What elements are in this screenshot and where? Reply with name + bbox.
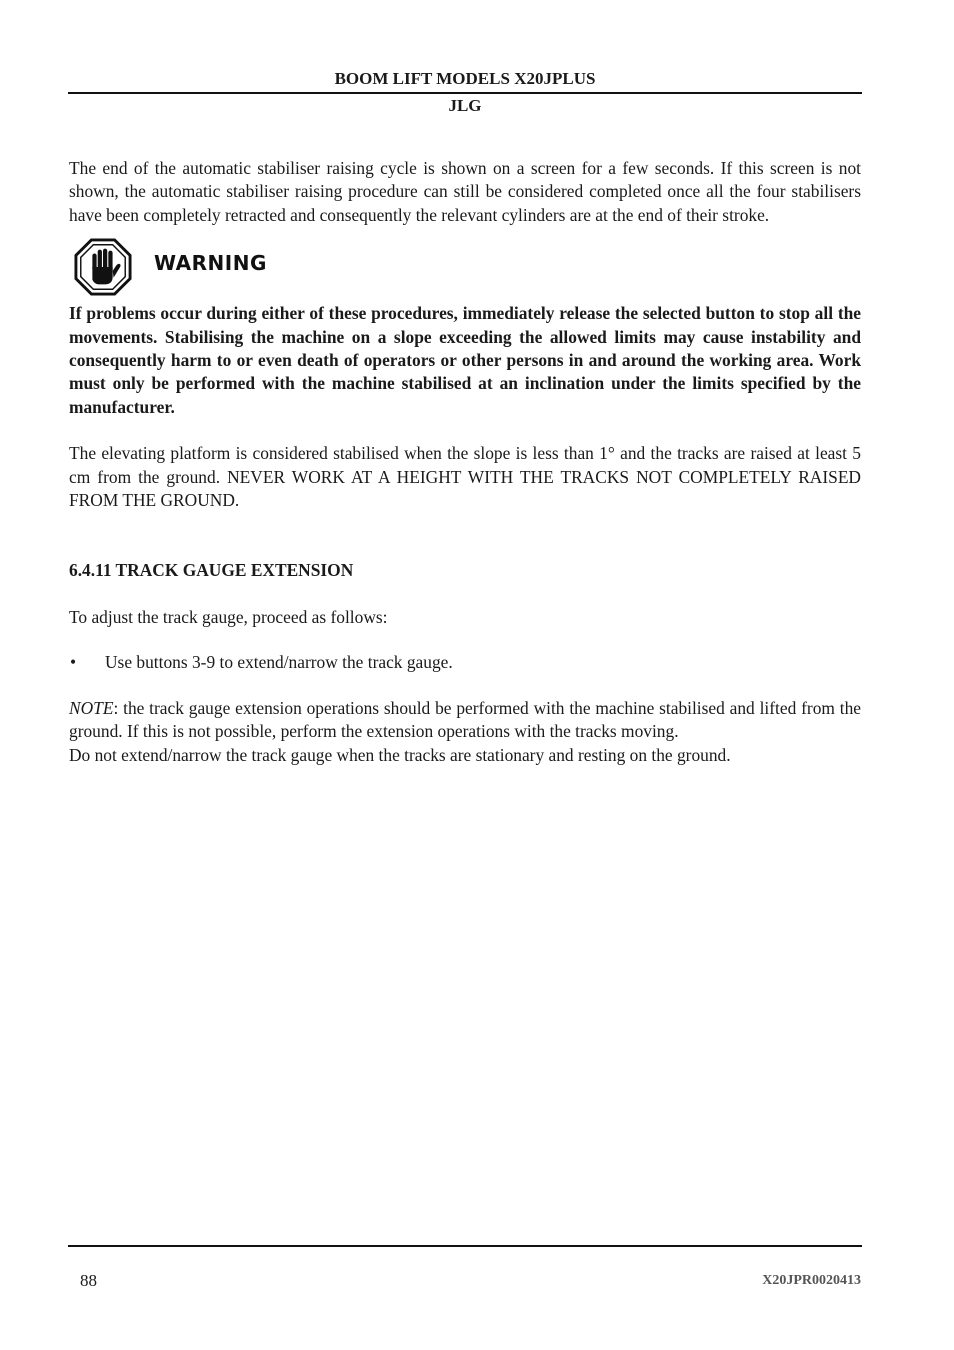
header-title: BOOM LIFT MODELS X20JPLUS bbox=[334, 69, 596, 88]
section-intro: To adjust the track gauge, proceed as follows: bbox=[69, 606, 388, 627]
page-number: 88 bbox=[80, 1271, 97, 1290]
stop-hand-icon bbox=[74, 238, 132, 296]
document-code: X20JPR0020413 bbox=[762, 1273, 861, 1288]
header-brand: JLG bbox=[448, 96, 482, 115]
intro-paragraph: The end of the automatic stabiliser raising cycle is shown on a screen for a few seconds. If this screen is not shown, the automatic stabiliser raising procedure can still be considered completed once all the four stabilisers have been completely retracted and consequently the relevant cylinders are at the end of their stroke. bbox=[69, 158, 861, 225]
bullet-symbol: • bbox=[70, 652, 77, 673]
page-content bbox=[69, 157, 861, 767]
bullet-item bbox=[69, 651, 861, 674]
header-rule bbox=[68, 92, 862, 94]
note-paragraph bbox=[69, 697, 861, 744]
stabilised-paragraph: The elevating platform is considered stabilised when the slope is less than 1° and the tracks are raised at least 5 cm from the ground. NEVER WORK AT A HEIGHT WITH THE TRACKS NOT COMPLETELY RAISED FROM THE GROUND. bbox=[69, 443, 861, 511]
warning-heading bbox=[69, 238, 861, 302]
note-text: : the track gauge extension operations should be performed with the machine stabilised and lifted from the ground. If this is not possible, perform the extension operations with the tracks moving. bbox=[69, 697, 861, 742]
warning-label: WARNING bbox=[154, 251, 267, 276]
final-paragraph: Do not extend/narrow the track gauge when the tracks are stationary and resting on the ground. bbox=[69, 744, 731, 765]
note-label: NOTE bbox=[69, 697, 114, 718]
footer-rule bbox=[68, 1245, 862, 1247]
warning-text: If problems occur during either of these procedures, immediately release the selected button to stop all the movements. Stabilising the machine on a slope exceeding the allowed limits may cause instability and consequently harm to or even death of operators or other persons in and around the working area. Work must only be performed with the machine stabilised at an inclination under the limits specified by the manufacturer. bbox=[69, 303, 861, 417]
bullet-text: Use buttons 3-9 to extend/narrow the track gauge. bbox=[105, 652, 453, 673]
section-title: 6.4.11 TRACK GAUGE EXTENSION bbox=[69, 560, 354, 581]
